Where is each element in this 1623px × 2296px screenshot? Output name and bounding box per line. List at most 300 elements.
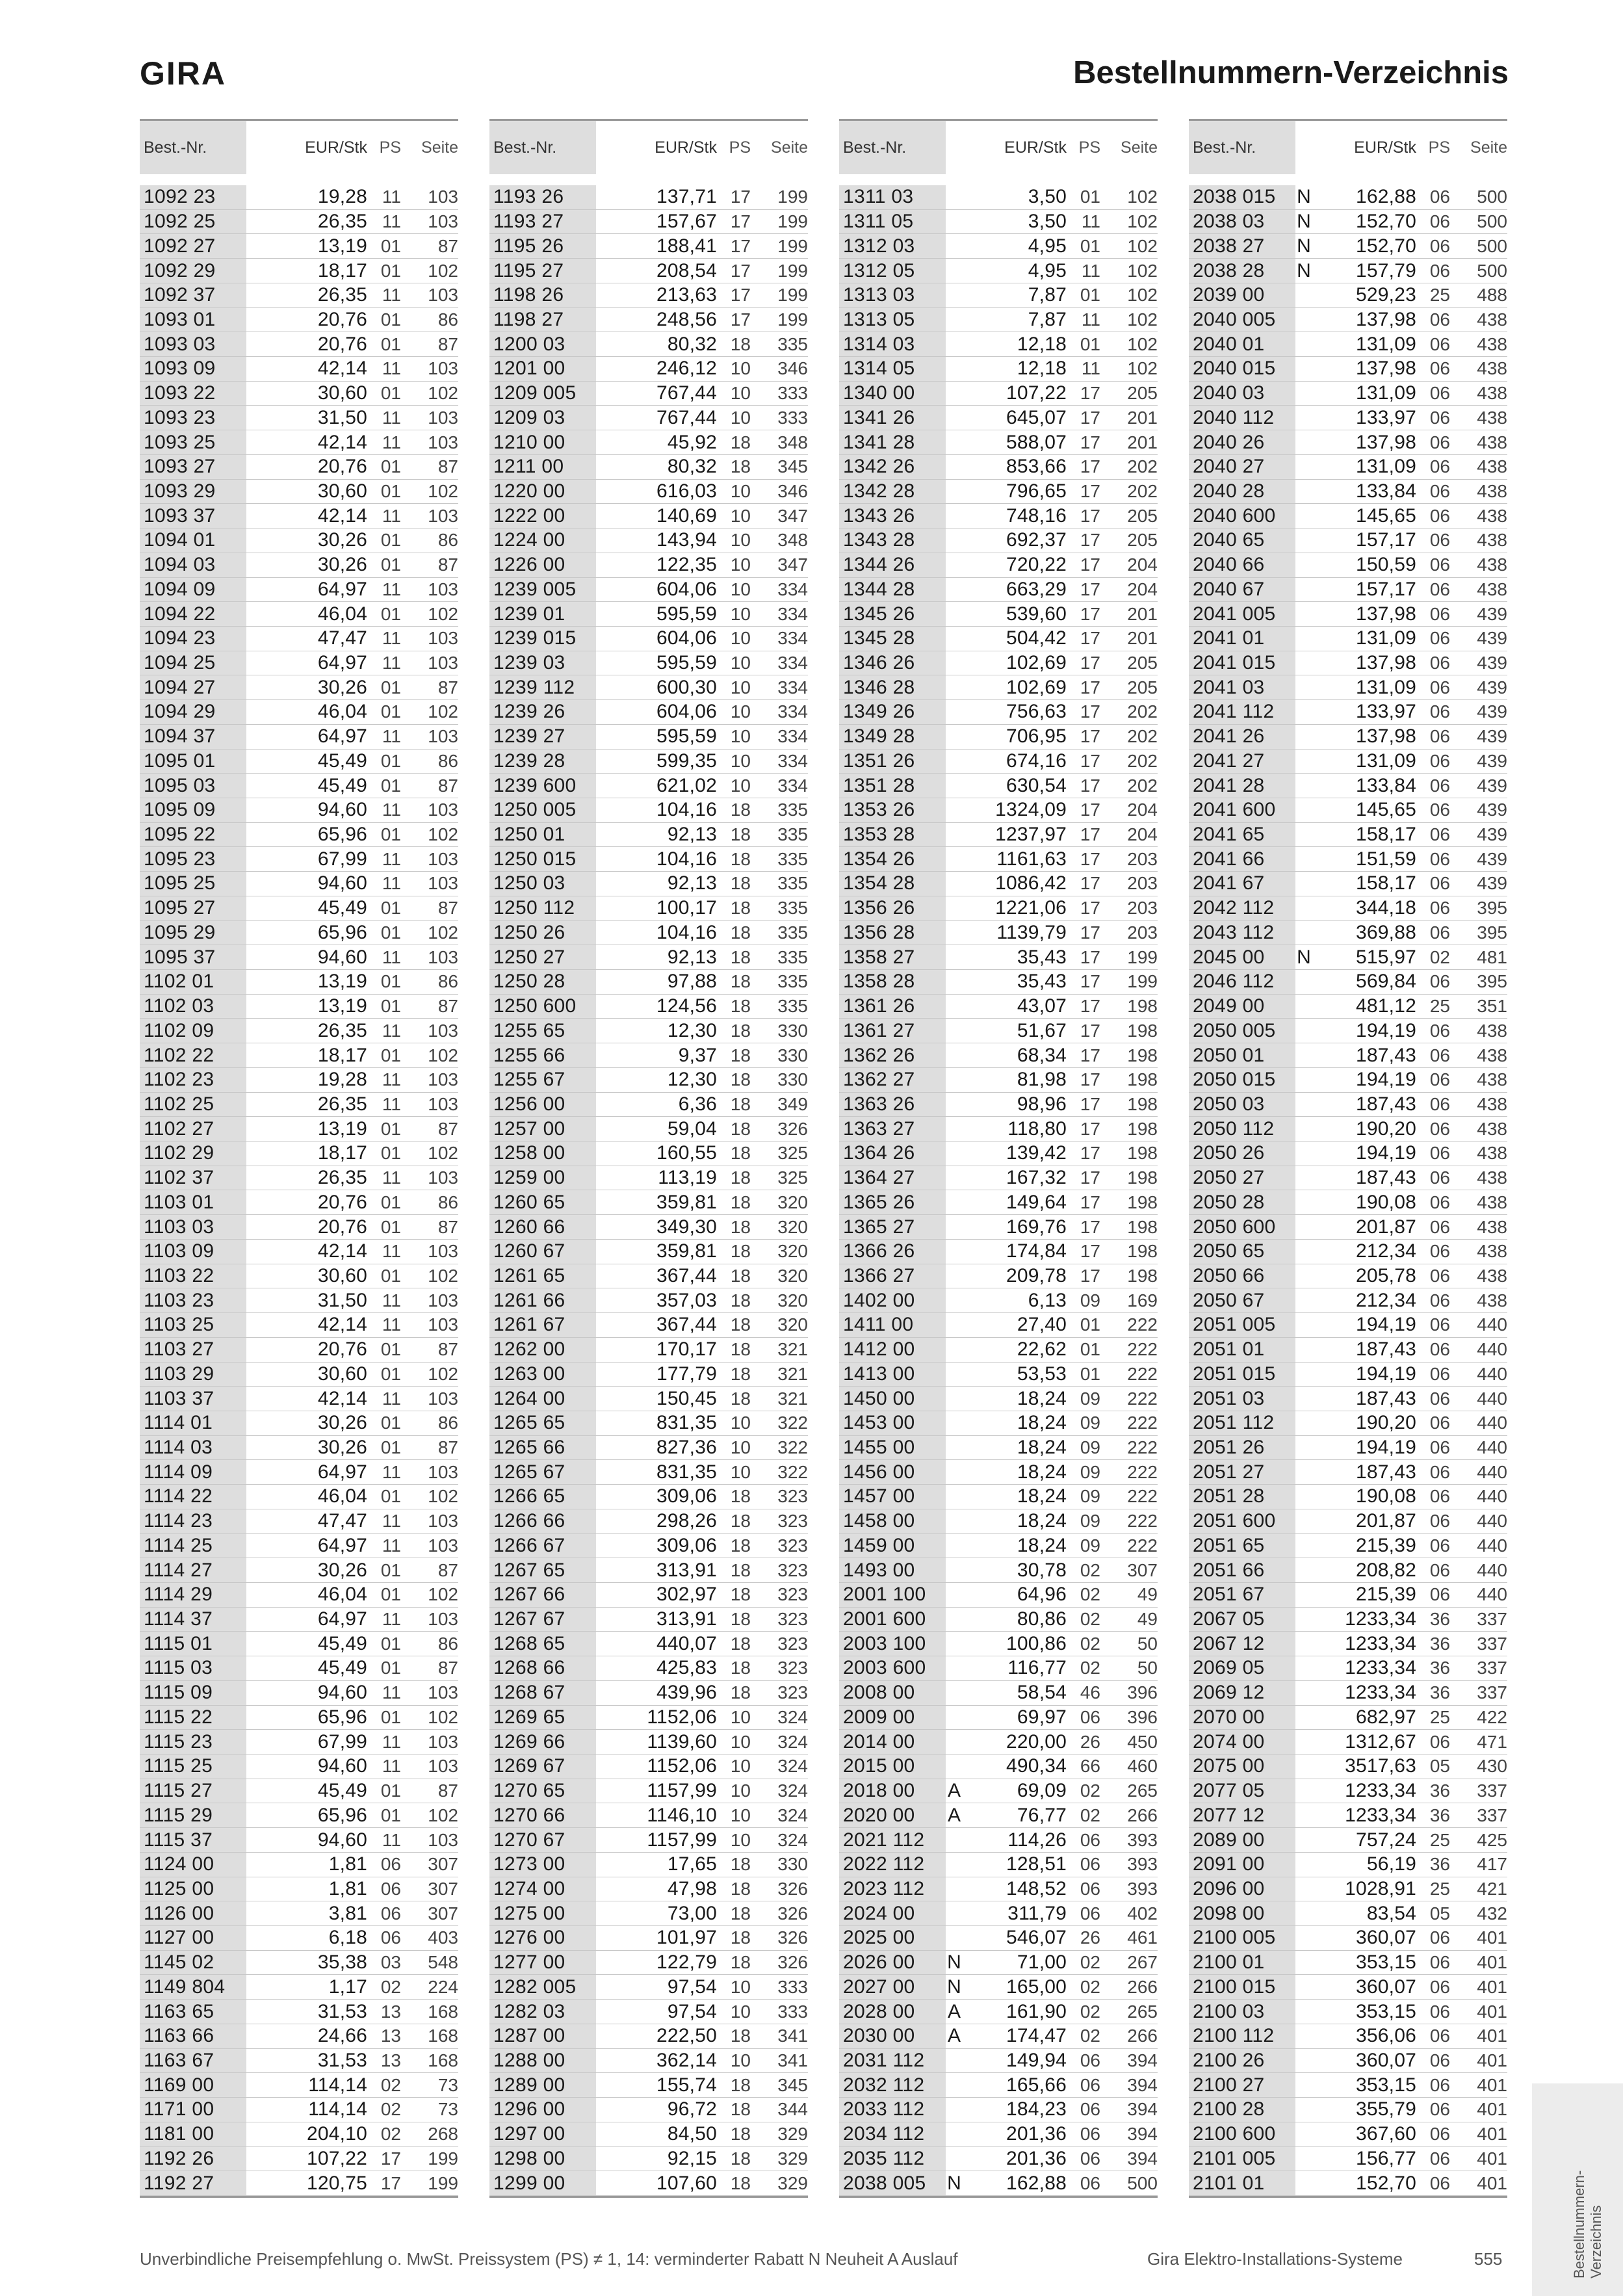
- order-number: 1260 65: [489, 1190, 596, 1214]
- price: 201,87: [1356, 1510, 1416, 1532]
- price: 35,38: [317, 1951, 367, 1974]
- table-row: [839, 1043, 1158, 1068]
- price-system: 10: [730, 775, 751, 796]
- table-row: [1189, 332, 1507, 357]
- page-ref: 324: [777, 1756, 808, 1777]
- price-system: 03: [380, 1952, 401, 1973]
- table-row: [489, 1411, 808, 1436]
- table-row: [839, 1558, 1158, 1583]
- order-number: 1268 67: [489, 1681, 596, 1705]
- page-ref: 395: [1477, 898, 1507, 919]
- table-row: [839, 651, 1158, 676]
- price-system: 01: [380, 480, 401, 501]
- price-system: 06: [1080, 1706, 1100, 1727]
- order-number: 2050 112: [1189, 1117, 1295, 1141]
- order-number: 1346 26: [839, 651, 946, 675]
- page-ref: 438: [1477, 1192, 1507, 1212]
- order-number: 2040 26: [1189, 430, 1295, 454]
- price: 194,19: [1356, 1142, 1416, 1164]
- price: 45,49: [317, 750, 367, 772]
- order-number: 1250 600: [489, 995, 596, 1019]
- price: 122,35: [656, 554, 717, 576]
- table-row: [140, 2147, 458, 2172]
- table-row: [140, 1755, 458, 1779]
- page-ref: 103: [428, 187, 458, 207]
- price-system: 10: [730, 554, 751, 575]
- table-row: [839, 1509, 1158, 1534]
- page-ref: 394: [1127, 2050, 1158, 2070]
- page-ref: 102: [428, 1706, 458, 1727]
- page-ref: 265: [1127, 2001, 1158, 2022]
- order-number: 2040 65: [1189, 528, 1295, 553]
- page-ref: 222: [1127, 1437, 1158, 1458]
- table-row: [140, 1460, 458, 1485]
- table-row: [839, 1730, 1158, 1755]
- order-number: 2069 12: [1189, 1681, 1295, 1705]
- price-system: 01: [1080, 1363, 1100, 1384]
- price: 220,00: [1006, 1730, 1067, 1753]
- price-system: 11: [382, 1168, 401, 1188]
- price-system: 01: [380, 1339, 401, 1360]
- price: 64,97: [317, 652, 367, 674]
- page-ref: 198: [1127, 1168, 1158, 1188]
- price-system: 06: [1429, 260, 1450, 281]
- price-system: 06: [1429, 701, 1450, 722]
- table-row: [489, 332, 808, 357]
- price-system: 18: [730, 456, 751, 477]
- order-number: 2038 03: [1189, 210, 1295, 234]
- price: 46,04: [317, 701, 367, 723]
- table-row: [839, 2049, 1158, 2074]
- page-ref: 349: [777, 1093, 808, 1114]
- price-system: 36: [1429, 1854, 1450, 1875]
- page-ref: 439: [1477, 750, 1507, 771]
- price: 51,67: [1017, 1019, 1067, 1041]
- price-system: 17: [730, 285, 751, 306]
- order-number: 2028 00: [839, 2000, 946, 2024]
- price: 595,59: [656, 603, 717, 625]
- page-ref: 335: [777, 800, 808, 820]
- order-number: 2041 67: [1189, 872, 1295, 896]
- order-number: 1259 00: [489, 1166, 596, 1190]
- order-number: 1192 26: [140, 2147, 246, 2171]
- price: 67,99: [317, 1730, 367, 1753]
- page-ref: 267: [1127, 1952, 1158, 1973]
- page-ref: 439: [1477, 603, 1507, 624]
- table-row: [489, 1951, 808, 1976]
- price: 311,79: [1007, 1902, 1067, 1924]
- price-system: 06: [1429, 2001, 1450, 2022]
- price: 595,59: [656, 725, 717, 748]
- price-system: 09: [1080, 1388, 1100, 1409]
- page-ref: 87: [437, 1216, 458, 1237]
- page-ref: 222: [1127, 1413, 1158, 1433]
- table-row: [839, 553, 1158, 578]
- price: 169,76: [1006, 1216, 1067, 1238]
- table-row: [140, 1043, 458, 1068]
- order-number: 2031 112: [839, 2049, 946, 2073]
- price: 149,94: [1006, 2049, 1067, 2071]
- order-number: 2041 005: [1189, 602, 1295, 626]
- price: 19,28: [317, 186, 367, 208]
- price-system: 17: [1080, 971, 1100, 992]
- order-number: 1455 00: [839, 1436, 946, 1460]
- table-row: [839, 308, 1158, 333]
- price: 1161,63: [996, 848, 1067, 870]
- price: 92,13: [667, 824, 717, 846]
- price: 131,09: [1356, 676, 1416, 698]
- order-number: 1266 65: [489, 1485, 596, 1509]
- order-number: 1092 23: [140, 185, 246, 209]
- table-row: [839, 970, 1158, 995]
- price: 18,24: [1017, 1510, 1067, 1532]
- order-number: 1094 37: [140, 725, 246, 749]
- price-system: 18: [730, 1168, 751, 1188]
- price-system: 18: [730, 1927, 751, 1948]
- page-ref: 321: [777, 1339, 808, 1360]
- price: 150,59: [1356, 554, 1416, 576]
- price-system: 11: [1081, 358, 1100, 379]
- order-number: 1261 67: [489, 1313, 596, 1337]
- page-ref: 103: [428, 579, 458, 599]
- price-system: 11: [382, 726, 401, 747]
- side-tab[interactable]: [1532, 2083, 1623, 2296]
- table-row: [489, 1215, 808, 1240]
- price-system: 10: [730, 1756, 751, 1777]
- price: 188,41: [656, 235, 717, 257]
- price: 3,50: [1028, 186, 1067, 208]
- page-ref: 102: [428, 1486, 458, 1507]
- price-system: 11: [382, 848, 401, 869]
- price: 600,30: [656, 676, 717, 698]
- price: 31,53: [317, 2000, 367, 2022]
- price: 177,79: [656, 1363, 717, 1385]
- price: 682,97: [1356, 1706, 1416, 1728]
- price: 546,07: [1006, 1927, 1067, 1949]
- order-number: 1195 27: [489, 259, 596, 283]
- page-ref: 87: [437, 996, 458, 1017]
- status-flag: A: [947, 2025, 961, 2047]
- table-row: [489, 1632, 808, 1656]
- page-ref: 204: [1127, 824, 1158, 845]
- page-ref: 329: [777, 2124, 808, 2145]
- price: 84,50: [667, 2123, 717, 2145]
- price: 208,54: [656, 259, 717, 281]
- page-ref: 335: [777, 946, 808, 967]
- order-number: 1362 26: [839, 1043, 946, 1067]
- order-number: 1349 26: [839, 700, 946, 724]
- order-number: 1361 26: [839, 995, 946, 1019]
- order-number: 2042 112: [1189, 896, 1295, 920]
- page-ref: 201: [1127, 432, 1158, 452]
- status-flag: A: [947, 1804, 961, 1826]
- order-number: 2041 01: [1189, 627, 1295, 651]
- price: 76,77: [1017, 1804, 1067, 1826]
- price: 71,00: [1017, 1951, 1067, 1974]
- price: 201,36: [1006, 2123, 1067, 2145]
- table-row: [839, 700, 1158, 725]
- order-number: 1260 66: [489, 1215, 596, 1239]
- table-row: [1189, 823, 1507, 848]
- price: 92,13: [667, 872, 717, 894]
- page-ref: 102: [1127, 358, 1158, 379]
- header-best-nr: Best.-Nr.: [839, 121, 946, 174]
- page-ref: 322: [777, 1437, 808, 1458]
- table-row: [140, 1436, 458, 1461]
- price-system: 06: [1429, 2148, 1450, 2169]
- price-system: 18: [730, 1339, 751, 1360]
- table-row: [839, 1264, 1158, 1289]
- price: 616,03: [656, 480, 717, 502]
- price: 152,70: [1356, 2172, 1416, 2194]
- price-system: 10: [730, 2050, 751, 2070]
- price: 1233,34: [1345, 1780, 1416, 1802]
- price: 31,50: [317, 1289, 367, 1311]
- order-number: 2067 12: [1189, 1632, 1295, 1656]
- page-ref: 87: [437, 1658, 458, 1678]
- price: 131,09: [1356, 333, 1416, 355]
- price-system: 01: [380, 309, 401, 330]
- table-row: [839, 774, 1158, 798]
- order-number: 1239 26: [489, 700, 596, 724]
- price-system: 06: [1429, 187, 1450, 207]
- table-row: [1189, 970, 1507, 995]
- order-number: 1250 26: [489, 921, 596, 945]
- header-ps: PS: [379, 138, 401, 157]
- price: 35,43: [1017, 946, 1067, 968]
- table-row: [1189, 1656, 1507, 1681]
- order-number: 1450 00: [839, 1387, 946, 1411]
- price: 359,81: [656, 1240, 717, 1262]
- page-ref: 198: [1127, 1069, 1158, 1090]
- table-row: [1189, 1485, 1507, 1509]
- table-row: [839, 1485, 1158, 1509]
- price-system: 25: [1429, 1706, 1450, 1727]
- table-row: [1189, 750, 1507, 774]
- price: 621,02: [656, 774, 717, 796]
- price: 155,74: [656, 2074, 717, 2096]
- order-number: 2040 005: [1189, 308, 1295, 332]
- price-system: 06: [1429, 1511, 1450, 1532]
- price-system: 17: [1080, 701, 1100, 722]
- page-ref: 395: [1477, 922, 1507, 943]
- page-ref: 500: [1477, 260, 1507, 281]
- price-system: 11: [382, 432, 401, 452]
- page-ref: 222: [1127, 1486, 1158, 1507]
- order-number: 1209 03: [489, 406, 596, 430]
- table-row: [489, 1534, 808, 1559]
- order-number: 1114 03: [140, 1436, 246, 1460]
- page-ref: 401: [1477, 2148, 1507, 2169]
- order-number: 2038 005: [839, 2171, 946, 2195]
- order-number: 1366 27: [839, 1264, 946, 1288]
- order-number: 2050 27: [1189, 1166, 1295, 1190]
- table-row: [140, 430, 458, 455]
- price-system: 06: [1429, 775, 1450, 796]
- price-system: 17: [1080, 1241, 1100, 1262]
- page-ref: 199: [777, 309, 808, 330]
- table-header: [839, 119, 1158, 174]
- price-system: 13: [380, 2026, 401, 2046]
- table-row: [489, 2098, 808, 2122]
- table-row: [489, 995, 808, 1019]
- price: 26,35: [317, 1093, 367, 1115]
- table-row: [140, 1313, 458, 1338]
- order-number: 1264 00: [489, 1387, 596, 1411]
- table-row: [489, 872, 808, 896]
- table-row: [1189, 2122, 1507, 2147]
- order-number: 2041 28: [1189, 774, 1295, 798]
- price: 1312,67: [1345, 1730, 1416, 1753]
- price: 58,54: [1017, 1682, 1067, 1704]
- price-system: 10: [730, 701, 751, 722]
- order-number: 1296 00: [489, 2098, 596, 2122]
- table-row: [1189, 2171, 1507, 2196]
- table-row: [1189, 1068, 1507, 1093]
- order-number: 1342 26: [839, 455, 946, 479]
- price-system: 01: [380, 1781, 401, 1801]
- order-number: 2089 00: [1189, 1828, 1295, 1852]
- price: 124,56: [656, 995, 717, 1017]
- page-ref: 201: [1127, 628, 1158, 649]
- order-number: 1114 25: [140, 1534, 246, 1558]
- page-ref: 438: [1477, 358, 1507, 379]
- table-row: [489, 1190, 808, 1215]
- table-row: [489, 210, 808, 235]
- page-ref: 440: [1477, 1535, 1507, 1556]
- price: 13,19: [317, 995, 367, 1017]
- order-number: 1297 00: [489, 2122, 596, 2146]
- page-ref: 341: [777, 2026, 808, 2046]
- table-row: [839, 234, 1158, 259]
- order-number: 1115 09: [140, 1681, 246, 1705]
- page-ref: 324: [777, 1805, 808, 1825]
- page-ref: 87: [437, 554, 458, 575]
- table-row: [140, 480, 458, 504]
- table-row: [489, 1313, 808, 1338]
- order-number: 2040 67: [1189, 578, 1295, 602]
- order-number: 2070 00: [1189, 1706, 1295, 1730]
- price-system: 18: [730, 2148, 751, 2169]
- price: 20,76: [317, 456, 367, 478]
- price: 1233,34: [1345, 1804, 1416, 1826]
- price-system: 17: [1080, 726, 1100, 747]
- price: 162,88: [1356, 186, 1416, 208]
- price-system: 01: [380, 235, 401, 256]
- table-row: [839, 1313, 1158, 1338]
- price: 9,37: [678, 1044, 717, 1066]
- order-number: 1282 03: [489, 2000, 596, 2024]
- page-ref: 168: [428, 2001, 458, 2022]
- order-number: 1358 27: [839, 945, 946, 969]
- price: 30,78: [1017, 1559, 1067, 1581]
- order-number: 1094 22: [140, 602, 246, 626]
- order-number: 1103 27: [140, 1338, 246, 1362]
- order-number: 1250 005: [489, 798, 596, 822]
- price: 160,55: [656, 1142, 717, 1164]
- price-system: 17: [1080, 922, 1100, 943]
- page-ref: 333: [777, 1976, 808, 1997]
- order-number: 1198 26: [489, 283, 596, 307]
- price-system: 18: [730, 1511, 751, 1532]
- table-row: [839, 1338, 1158, 1363]
- table-row: [489, 1558, 808, 1583]
- header-eur: EUR/Stk: [1354, 138, 1416, 157]
- page-ref: 323: [777, 1633, 808, 1654]
- order-number: 2027 00: [839, 1975, 946, 1999]
- order-number: 2026 00: [839, 1951, 946, 1975]
- price: 46,04: [317, 1485, 367, 1507]
- price: 20,76: [317, 1191, 367, 1213]
- table-row: [839, 1288, 1158, 1313]
- table-row: [839, 1583, 1158, 1608]
- page-ref: 320: [777, 1216, 808, 1237]
- order-number: 2100 26: [1189, 2049, 1295, 2073]
- page-ref: 86: [437, 1413, 458, 1433]
- price-system: 01: [380, 750, 401, 771]
- table-row: [140, 995, 458, 1019]
- table-row: [489, 357, 808, 382]
- table-row: [1189, 725, 1507, 750]
- page-ref: 337: [1477, 1633, 1507, 1654]
- order-number: 2025 00: [839, 1926, 946, 1950]
- table-row: [140, 1608, 458, 1632]
- page-ref: 323: [777, 1609, 808, 1630]
- price: 831,35: [656, 1412, 717, 1434]
- page-ref: 102: [428, 1265, 458, 1286]
- order-number: 1115 37: [140, 1828, 246, 1852]
- order-number: 1274 00: [489, 1877, 596, 1901]
- order-number: 1124 00: [140, 1853, 246, 1877]
- page-ref: 102: [1127, 187, 1158, 207]
- order-number: 1103 01: [140, 1190, 246, 1214]
- price-system: 06: [1429, 1314, 1450, 1335]
- price-system: 06: [1429, 1461, 1450, 1482]
- price-system: 17: [1080, 1192, 1100, 1212]
- price: 137,98: [1356, 308, 1416, 330]
- page-ref: 87: [437, 1118, 458, 1139]
- table-row: [839, 1534, 1158, 1559]
- page-ref: 103: [428, 285, 458, 306]
- page-ref: 438: [1477, 1216, 1507, 1237]
- price-system: 09: [1080, 1486, 1100, 1507]
- page-ref: 393: [1127, 1878, 1158, 1899]
- order-number: 1102 23: [140, 1068, 246, 1092]
- price: 353,15: [1356, 2074, 1416, 2096]
- table-row: [140, 847, 458, 872]
- table-row: [1189, 847, 1507, 872]
- price-system: 01: [1080, 1339, 1100, 1360]
- page-ref: 87: [437, 333, 458, 354]
- price: 69,09: [1017, 1780, 1067, 1802]
- price: 7,87: [1028, 308, 1067, 330]
- price: 12,30: [667, 1019, 717, 1041]
- table-row: [1189, 1411, 1507, 1436]
- price-system: 10: [730, 677, 751, 698]
- page-ref: 488: [1477, 285, 1507, 306]
- table-row: [1189, 1166, 1507, 1191]
- table-row: [140, 896, 458, 921]
- price: 720,22: [1006, 554, 1067, 576]
- price: 6,13: [1028, 1289, 1067, 1311]
- price: 6,36: [678, 1093, 717, 1115]
- page-ref: 50: [1137, 1658, 1158, 1678]
- price-system: 06: [1429, 1731, 1450, 1752]
- page-ref: 417: [1477, 1854, 1507, 1875]
- order-number: 1115 01: [140, 1632, 246, 1656]
- order-number: 2100 015: [1189, 1975, 1295, 1999]
- table-row: [489, 774, 808, 798]
